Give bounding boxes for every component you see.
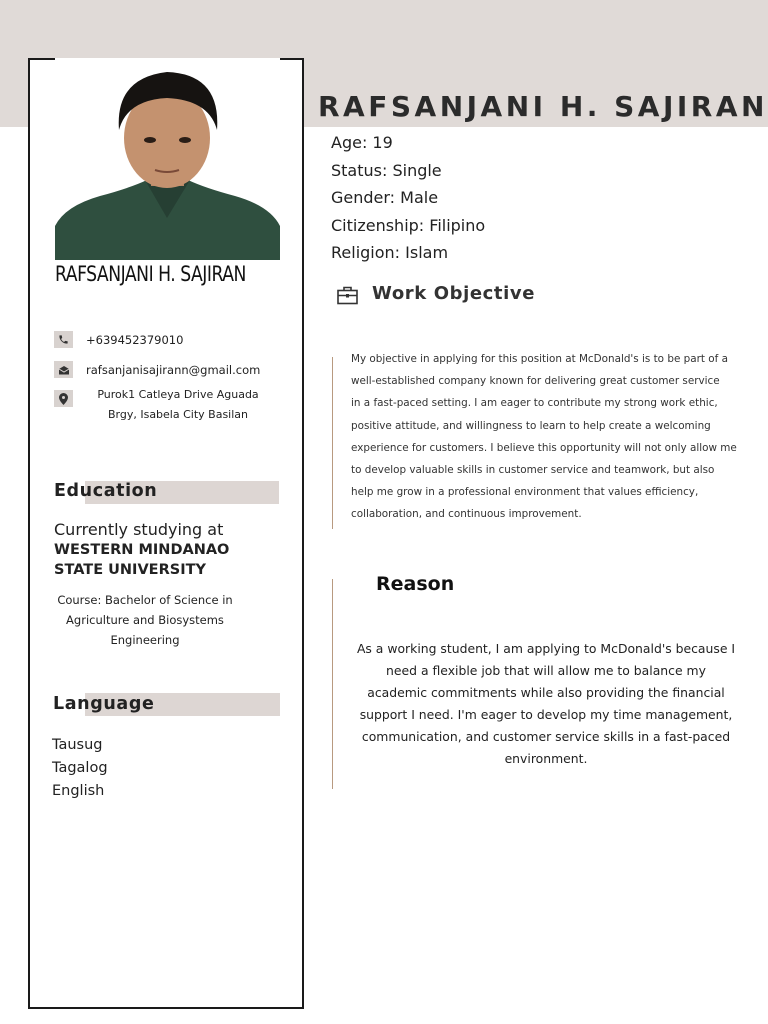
objective-line: in a fast-paced setting. I am eager to contribute my strong work ethic,	[351, 397, 718, 410]
work-objective-text	[351, 348, 751, 526]
location-pin-icon	[54, 390, 73, 407]
education-heading: Education	[54, 481, 158, 501]
objective-line: to develop valuable skills in customer service and teamwork, but also	[351, 464, 715, 477]
objective-line: help me grow in a professional environment that values efficiency,	[351, 486, 699, 499]
envelope-icon	[54, 361, 73, 378]
phone-icon	[54, 331, 73, 348]
list-item: English	[52, 783, 105, 799]
address-line-1: Purok1 Catleya Drive Aguada	[97, 388, 259, 401]
personal-info-list	[331, 129, 485, 267]
address-text	[78, 385, 278, 425]
info-age: Age: 19	[331, 133, 393, 152]
objective-line: experience for customers. I believe this opportunity will not only allow me	[351, 441, 737, 454]
reason-line: academic commitments while also providing the financial	[367, 685, 725, 700]
reason-line: communication, and customer service skills in a fast-paced	[361, 729, 731, 744]
language-list	[52, 734, 108, 803]
profile-photo	[55, 58, 280, 260]
objective-divider	[332, 357, 333, 529]
list-item: Tagalog	[52, 760, 108, 776]
language-heading: Language	[53, 694, 155, 714]
course-line-2: Agriculture and Biosystems	[66, 613, 224, 627]
reason-line: support I need. I'm eager to develop my time management,	[359, 707, 733, 722]
info-status: Status: Single	[331, 160, 442, 180]
phone-row	[54, 331, 183, 348]
objective-line: positive attitude, and willingness to learn to help create a welcoming	[351, 419, 711, 432]
university-name	[54, 540, 229, 580]
photo-caption-name: RAFSANJANI H. SAJIRAN	[55, 262, 246, 286]
info-religion: Religion: Islam	[331, 243, 449, 262]
course-text	[50, 590, 240, 650]
objective-line: collaboration, and continuous improvement.	[351, 508, 582, 521]
reason-text	[355, 638, 737, 770]
address-line-2: Brgy, Isabela City Basilan	[107, 408, 249, 421]
course-line-1: Course: Bachelor of Science in	[57, 593, 233, 607]
course-line-3: Engineering	[110, 633, 180, 647]
university-line-1: WESTERN MINDANAO	[54, 542, 230, 558]
email-text: rafsanjanisajirann@gmail.com	[86, 362, 261, 377]
page-title: RAFSANJANI H. SAJIRAN	[318, 90, 768, 123]
objective-line: well-established company known for delivering great customer service	[351, 375, 720, 388]
objective-line: My objective in applying for this position at McDonald's is to be part of a	[351, 353, 728, 365]
reason-line: environment.	[504, 751, 588, 766]
work-objective-heading: Work Objective	[372, 283, 536, 304]
email-row	[54, 361, 260, 378]
briefcase-icon	[337, 286, 358, 309]
reason-line: need a flexible job that will allow me to balance my	[386, 663, 706, 678]
address-icon-row	[54, 390, 73, 407]
reason-heading: Reason	[376, 573, 455, 595]
list-item: Tausug	[52, 737, 103, 753]
education-status: Currently studying at	[54, 520, 224, 539]
phone-text: +639452379010	[86, 332, 184, 347]
info-citizenship: Citizenship: Filipino	[331, 215, 486, 235]
reason-line: As a working student, I am applying to McDonald's because I	[356, 641, 736, 656]
reason-divider	[332, 579, 333, 789]
info-gender: Gender: Male	[331, 188, 439, 207]
university-line-2: STATE UNIVERSITY	[54, 562, 206, 578]
